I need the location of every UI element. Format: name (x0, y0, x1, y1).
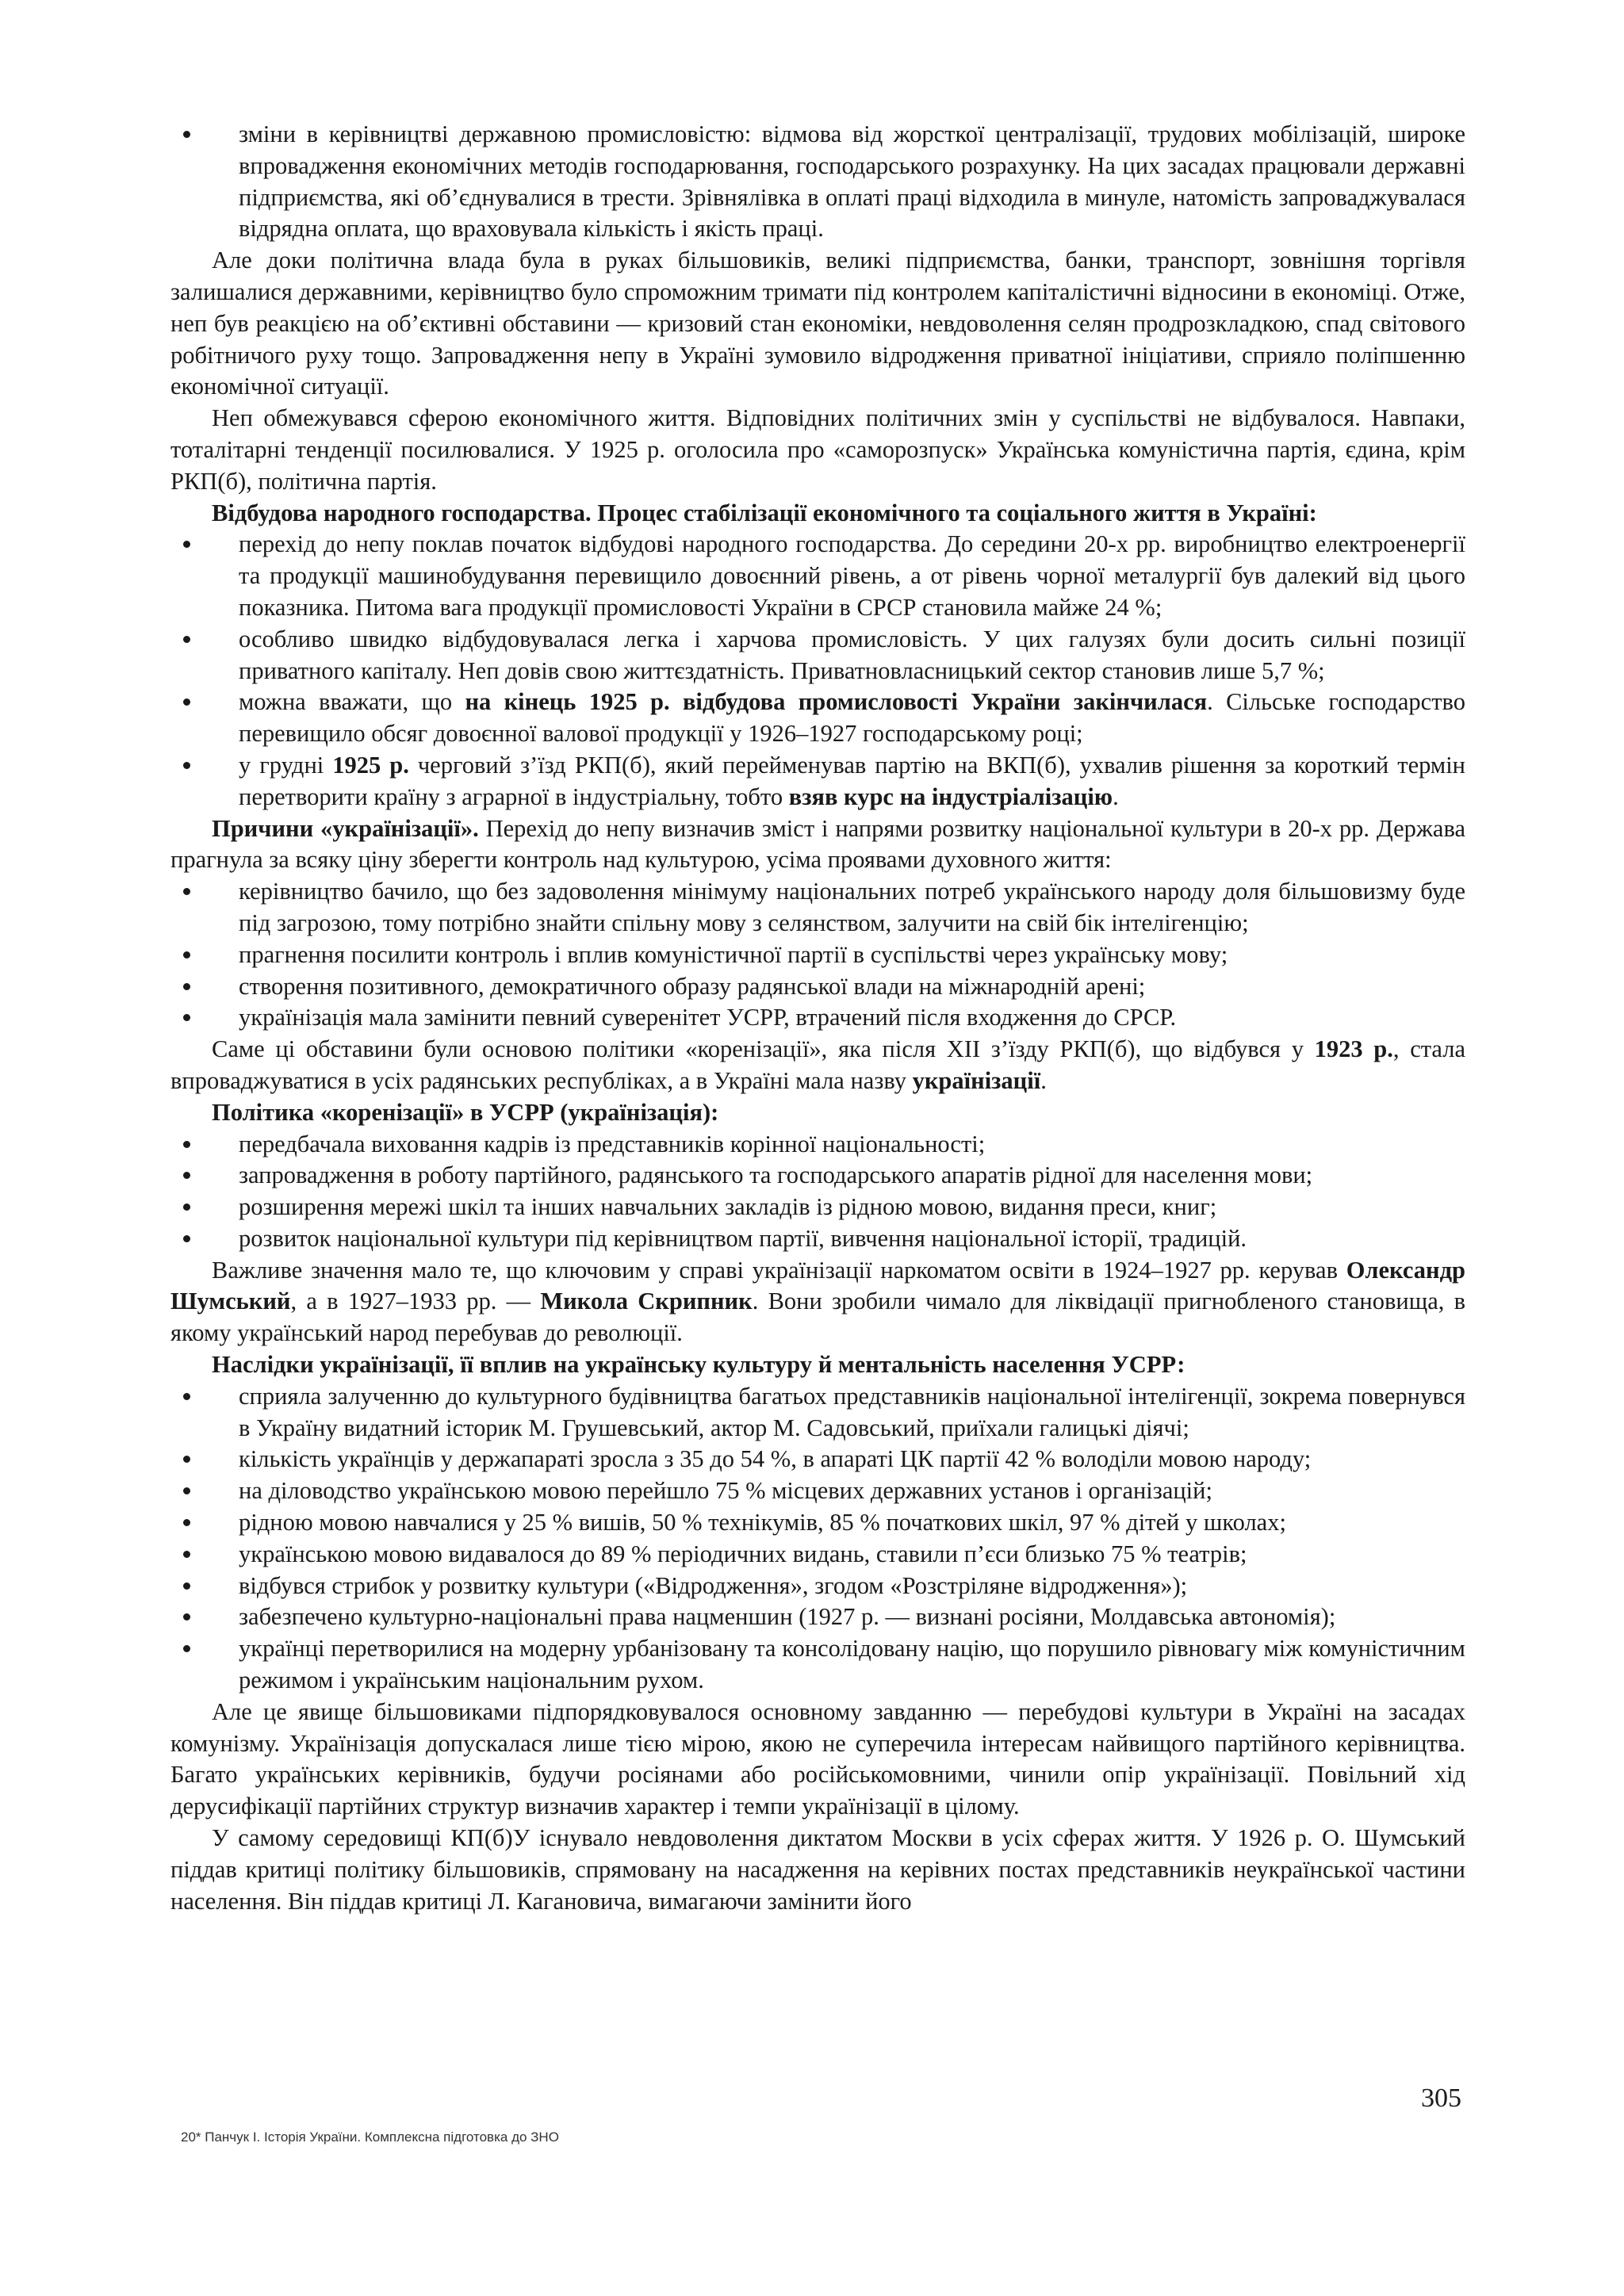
text-run: на діловодство українською мовою перейшло 75 % місцевих державних установ і організацій; (239, 1477, 1212, 1505)
list-item (170, 750, 1465, 813)
bold-text: українізації (912, 1066, 1041, 1094)
bullet-list (170, 119, 1465, 245)
text-run: Але доки політична влада була в руках більшовиків, великі підприємства, банки, транспорт, зовнішня торгівля залишалися державними, керівництво було спроможним тримати під контролем капіталістичні відносини в економіці. Отже, неп був реакцією на об’єктивні обставини — кризовий стан економіки, невдоволення селян продрозкладкою, спад світового робітничого руху тощо. Запровадження непу в Україні зумовило відродження приватної ініціативи, сприяло поліпшенню економічної ситуації. (170, 247, 1465, 400)
paragraph (170, 1823, 1465, 1917)
bullet-icon (183, 1203, 190, 1211)
list-item (170, 1507, 1465, 1539)
paragraph (170, 1255, 1465, 1349)
text-run: українці перетворилися на модерну урбанізовану та консолідовану націю, що порушило рівновагу між комуністичним режимом і українським національним рухом. (239, 1635, 1465, 1694)
text-run: . (1040, 1066, 1047, 1094)
list-item (170, 1601, 1465, 1633)
bullet-icon (183, 1613, 190, 1621)
text-run: українізація мала замінити певний суверенітет УСРР, втрачений після входження до СРСР. (239, 1004, 1177, 1031)
text-run: Важливе значення мало те, що ключовим у справі українізації наркоматом освіти в 1924–1927 рр. керував (212, 1256, 1346, 1284)
bold-text: Микола Скрипник (540, 1288, 753, 1315)
list-item (170, 971, 1465, 1003)
bullet-icon (183, 888, 190, 895)
bullet-icon (183, 951, 190, 959)
text-run: Саме ці обставини були основою політики «коренізації», яка після XII з’їзду РКП(б), що відбувся у (212, 1035, 1315, 1063)
bullet-icon (183, 1456, 190, 1463)
bold-text: 1923 р. (1314, 1035, 1393, 1063)
text-run: перехід до непу поклав початок відбудові народного господарства. До середини 20-х рр. виробництво електроенергії та продукції машинобудування перевищило довоєнний рівень, а от рівень чорної металургії був далекий від цього показника. Питома вага продукції промисловості України в СРСР становила майже 24 %; (239, 530, 1465, 621)
section-heading (170, 1097, 1465, 1129)
text-run: розвиток національної культури під керівництвом партії, вивчення національної історії, традицій. (239, 1224, 1247, 1252)
bold-text: на кінець 1925 р. відбудова промисловості України закінчилася (465, 688, 1208, 716)
text-run: У самому середовищі КП(б)У існувало невдоволення диктатом Москви в усіх сферах життя. У 1926 р. О. Шумський піддав критиці політику більшовиків, спрямовану на насадження на керівних постах представників неукраїнської частини населення. Він піддав критиці Л. Кагановича, вимагаючи замінити його (170, 1824, 1465, 1915)
bullet-icon (183, 1393, 190, 1400)
bullet-icon (183, 1014, 190, 1021)
list-item (170, 529, 1465, 623)
text-run: у грудні (239, 751, 333, 779)
list-item (170, 1129, 1465, 1161)
list-item (170, 876, 1465, 939)
text-run: передбачала виховання кадрів із представників корінної національності; (239, 1130, 986, 1158)
text-run: Але це явище більшовиками підпорядковувалося основному завданню — перебудові культури в Україні на засадах комунізму. Українізація допускалася лише тією мірою, якою не суперечила інтересам найвищого партійного керівництва. Багато українських керівників, будучи росіянами або російськомовними, чинили опір українізації. Повільний хід дерусифікації партійних структур визначив характер і темпи українізації в цілому. (170, 1697, 1465, 1820)
text-run: , а в 1927–1933 рр. — (290, 1288, 541, 1315)
heading-title: Причини «українізації». (212, 814, 479, 842)
text-run: зміни в керівництві державною промисловістю: відмова від жорсткої централізації, трудових мобілізацій, широке впровадження економічних методів господарювання, господарського розрахунку. На цих засадах працювали державні підприємства, які об’єднувалися в трести. Зрівнялівка в оплаті праці відходила в минуле, натомість запроваджувалася відрядна оплата, що враховувала кількість і якість праці. (239, 121, 1465, 243)
paragraph (170, 1697, 1465, 1823)
bullet-icon (183, 636, 190, 643)
list-item (170, 1571, 1465, 1602)
bold-text: взяв курс на індустріалізацію (788, 783, 1113, 810)
paragraph (170, 245, 1465, 403)
page-content (170, 119, 1465, 1917)
text-run: Неп обмежувався сферою економічного життя. Відповідних політичних змін у суспільстві не відбувалося. Навпаки, тоталітарні тенденції посилювалися. У 1925 р. оголосила про «саморозпуск» Українська комуністична партія, єдина, крім РКП(б), політична партія. (170, 404, 1465, 495)
text-run: кількість українців у держапараті зросла з 35 до 54 %, в апараті ЦК партії 42 % володіли мовою народу; (239, 1445, 1312, 1473)
text-run: відбувся стрибок у розвитку культури («Відродження», згодом «Розстріляне відродження»); (239, 1571, 1188, 1599)
bullet-icon (183, 1235, 190, 1242)
bullet-icon (183, 698, 190, 706)
text-run: створення позитивного, демократичного образу радянської влади на міжнародній арені; (239, 972, 1146, 1000)
text-run: розширення мережі шкіл та інших навчальних закладів із рідною мовою, видання преси, книг; (239, 1193, 1217, 1221)
heading-title: Наслідки українізації, її вплив на українську культуру й ментальність населення УСРР: (212, 1351, 1185, 1379)
heading-title: Політика «коренізації» в УСРР (українізація): (212, 1098, 719, 1126)
section-heading (170, 813, 1465, 877)
bold-text: 1925 р. (332, 751, 409, 779)
bold-text: Олександр Шумський (170, 1256, 1465, 1315)
list-item (170, 1223, 1465, 1255)
text-run: . Вони зробили чимало для ліквідації пригнобленого становища, в якому український народ перебував до революції. (170, 1288, 1465, 1347)
text-run: запровадження в роботу партійного, радянського та господарського апаратів рідної для населення мови; (239, 1161, 1313, 1189)
text-run: рідною мовою навчалися у 25 % вишів, 50 % технікумів, 85 % початкових шкіл, 97 % дітей у школах; (239, 1509, 1286, 1536)
bullet-list (170, 876, 1465, 1034)
text-run: особливо швидко відбудовувалася легка і харчова промисловість. У цих галузях були досить сильні позиції приватного капіталу. Неп довів свою життєздатність. Приватновласницький сектор становив лише 5,7 %; (239, 625, 1465, 684)
text-run: прагнення посилити контроль і вплив комуністичної партії в суспільстві через українську мову; (239, 940, 1228, 968)
text-run: сприяла залученню до культурного будівництва багатьох представників національної інтелігенції, зокрема повернувся в Україну видатний історик М. Грушевський, актор М. Садовський, приїхали галицькі діячі; (239, 1382, 1465, 1441)
bullet-icon (183, 1141, 190, 1148)
list-item (170, 1160, 1465, 1192)
list-item (170, 1444, 1465, 1475)
bullet-icon (183, 1582, 190, 1590)
section-heading (170, 1349, 1465, 1381)
list-item (170, 1002, 1465, 1034)
paragraph (170, 403, 1465, 497)
footer-note: 20* Панчук І. Історія України. Комплексна підготовка до ЗНО (181, 2130, 559, 2145)
list-item (170, 939, 1465, 971)
bullet-icon (183, 1172, 190, 1179)
heading-title: Відбудова народного господарства. Процес стабілізації економічного та соціального життя в Україні: (212, 499, 1317, 526)
bullet-icon (183, 1645, 190, 1652)
list-item (170, 1633, 1465, 1697)
text-run: . Сільське господарство перевищило обсяг довоєнної валової продукції у 1926–1927 господарському році; (239, 688, 1465, 748)
bullet-list (170, 1129, 1465, 1255)
list-item (170, 1539, 1465, 1571)
bullet-list (170, 529, 1465, 813)
bullet-list (170, 1381, 1465, 1697)
list-item (170, 1192, 1465, 1223)
list-item (170, 624, 1465, 687)
page-number: 305 (1421, 2084, 1461, 2113)
text-run: . (1113, 783, 1119, 810)
text-run: керівництво бачило, що без задоволення мінімуму національних потреб українського народу доля більшовизму буде під загрозою, тому потрібно знайти спільну мову з селянством, залучити на свій бік інтелігенцію; (239, 878, 1465, 936)
bullet-icon (183, 1551, 190, 1558)
section-heading (170, 498, 1465, 530)
text-run: черговий з’їзд РКП(б), який перейменував партію на ВКП(б), ухвалив рішення за короткий термін перетворити країну з аграрної в індустріальну, тобто (239, 751, 1465, 810)
bullet-icon (183, 1487, 190, 1494)
bullet-icon (183, 541, 190, 548)
text-run: , стала впроваджуватися в усіх радянських республіках, а в Україні мала назву (170, 1035, 1465, 1094)
list-item (170, 1381, 1465, 1445)
heading-text: Перехід до непу визначив зміст і напрями розвитку національної культури в 20-х рр. Держава прагнула за всяку ціну зберегти контроль над культурою, усіма проявами духовного життя: (170, 814, 1466, 874)
text-run: можна вважати, що (239, 688, 465, 716)
list-item (170, 687, 1465, 750)
bullet-icon (183, 131, 190, 138)
list-item (170, 1475, 1465, 1507)
list-item (170, 119, 1465, 245)
paragraph (170, 1034, 1465, 1097)
bullet-icon (183, 1519, 190, 1526)
text-run: українською мовою видавалося до 89 % періодичних видань, ставили п’єси близько 75 % театрів; (239, 1540, 1247, 1567)
bullet-icon (183, 762, 190, 769)
text-run: забезпечено культурно-національні права нацменшин (1927 р. — визнані росіяни, Молдавська автономія); (239, 1603, 1336, 1631)
bullet-icon (183, 983, 190, 990)
